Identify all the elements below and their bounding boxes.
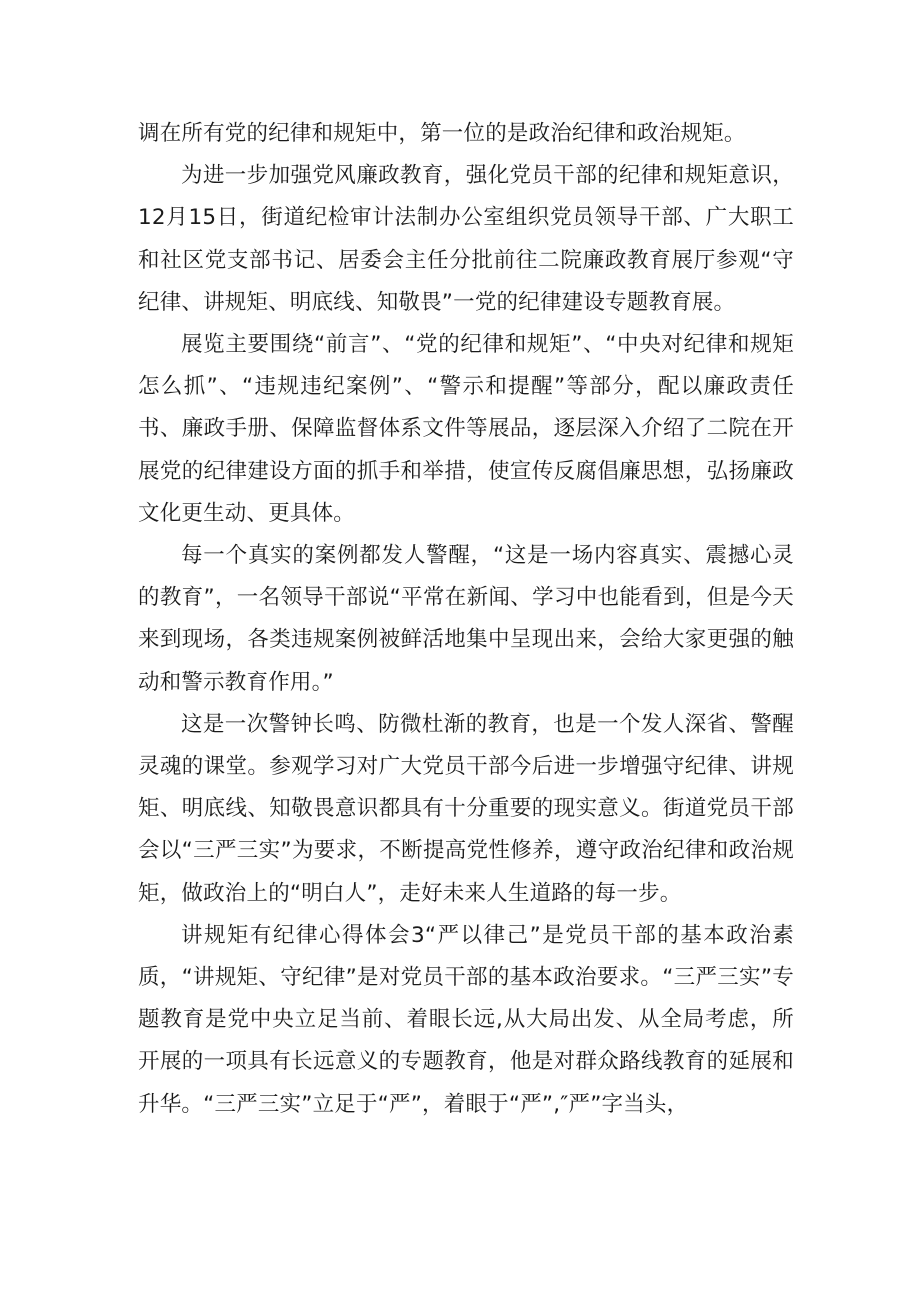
paragraph-6: 讲规矩有纪律心得体会3“严以律己”是党员干部的基本政治素质，“讲规矩、守纪律”是对党员干部的基本政治要求。“三严三实”专题教育是党中央立足当前、着眼长远,从大局出发、从全局考虑，所开展的一项具有长远意义的专题教育，他是对群众路线教育的延展和升华。“三严三实”立足于“严”，着眼于“严”,″严”字当头， [138,922,794,1117]
paragraph-2: 为进一步加强党风廉政教育，强化党员干部的纪律和规矩意识，12月15日，街道纪检审计法制办公室组织党员领导干部、广大职工和社区党支部书记、居委会主任分批前往二院廉政教育展厅参观“守纪律、讲规矩、明底线、知敬畏”一党的纪律建设专题教育展。 [138,163,794,315]
document-body [138,113,794,1126]
paragraph-4: 每一个真实的案例都发人警醒，“这是一场内容真实、震撼心灵的教育”，一名领导干部说“平常在新闻、学习中也能看到，但是今天来到现场，各类违规案例被鲜活地集中呈现出来，会给大家更强的触动和警示教育作用。” [138,543,794,695]
paragraph-5: 这是一次警钟长鸣、防微杜渐的教育，也是一个发人深省、警醒灵魂的课堂。参观学习对广大党员干部今后进一步增强守纪律、讲规矩、明底线、知敬畏意识都具有十分重要的现实意义。街道党员干部会以“三严三实”为要求，不断提高党性修养，遵守政治纪律和政治规矩，做政治上的“明白人”，走好未来人生道路的每一步。 [138,711,794,906]
paragraph-1: 调在所有党的纪律和规矩中，第一位的是政治纪律和政治规矩。 [138,121,746,146]
paragraph-3: 展览主要围绕“前言”、“党的纪律和规矩”、“中央对纪律和规矩怎么抓”、“违规违纪案例”、“警示和提醒”等部分，配以廉政责任书、廉政手册、保障监督体系文件等展品，逐层深入介绍了二院在开展党的纪律建设方面的抓手和举措，使宣传反腐倡廉思想，弘扬廉政文化更生动、更具体。 [138,332,794,526]
